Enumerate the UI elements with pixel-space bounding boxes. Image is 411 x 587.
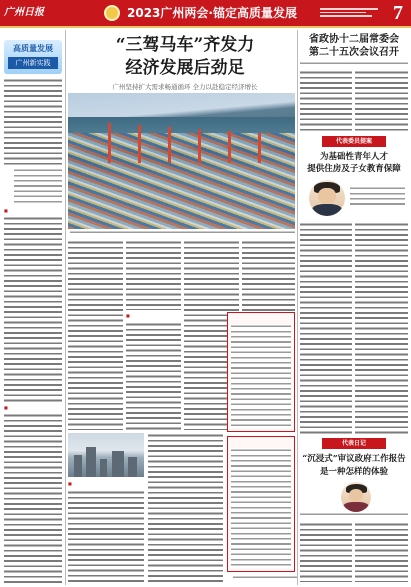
container-port-photo <box>68 93 295 229</box>
left-subhead <box>4 404 62 411</box>
crane-icon <box>108 123 111 163</box>
main-subhead <box>68 480 144 488</box>
main-headline: “三驾马车”齐发力 <box>115 35 255 55</box>
column-divider <box>297 30 298 585</box>
building-shape <box>112 451 124 477</box>
quote-box-title <box>229 439 293 445</box>
left-subhead <box>4 207 62 214</box>
right-subheadline <box>300 61 408 68</box>
main-headline-line2: 经济发展后劲足 <box>125 58 245 78</box>
left-body-text <box>4 78 62 168</box>
main-body-text <box>148 433 223 582</box>
city-skyline-photo <box>68 433 144 477</box>
section-bar-diary: 代表日记 <box>322 438 386 449</box>
left-body-text <box>4 216 62 402</box>
quote-box-text <box>231 324 291 428</box>
right-body-text <box>300 522 352 582</box>
masthead-logo: 广州日报 <box>4 7 44 18</box>
right-body-text <box>355 522 408 582</box>
right-headline: 省政协十二届常委会 <box>309 34 399 45</box>
section-title: 2023广州两会·锚定高质量发展 <box>127 6 297 20</box>
right-headline: “沉浸式”审议政府工作报告 <box>302 454 406 464</box>
header-underline <box>0 26 411 28</box>
main-body-text <box>126 240 181 310</box>
right-body-text <box>355 222 408 434</box>
crane-icon <box>228 131 231 163</box>
crane-icon <box>198 129 201 163</box>
right-body-text <box>300 70 352 132</box>
column-divider <box>65 30 66 585</box>
main-subhead <box>126 312 181 320</box>
main-body-text <box>126 322 181 430</box>
column-tag-title: 高质量发展 <box>13 44 53 53</box>
left-body-text <box>4 413 62 583</box>
right-headline: 为基础性青年人才 <box>319 152 388 162</box>
emblem-icon <box>104 5 120 21</box>
crane-icon <box>138 125 141 163</box>
building-shape <box>128 457 137 477</box>
right-body-text <box>355 70 408 132</box>
crane-icon <box>258 133 261 163</box>
building-shape <box>86 447 96 477</box>
delegate-name <box>300 512 408 519</box>
section-bar-proposals: 代表委员提案 <box>322 136 386 147</box>
photo-credit <box>233 575 297 581</box>
delegate-portrait <box>341 482 371 512</box>
delegate-portrait <box>309 180 345 216</box>
main-body-text <box>68 490 144 582</box>
crane-icon <box>168 127 171 163</box>
left-body-text <box>14 168 62 204</box>
right-headline-line2: 是一种怎样的体验 <box>319 467 388 477</box>
right-headline-line2: 提供住房及子女教育保障 <box>307 164 401 174</box>
building-shape <box>74 455 82 477</box>
column-tag-subtitle: 广州新实践 <box>8 57 58 69</box>
delegate-name <box>350 186 405 208</box>
quote-box-text <box>231 448 291 568</box>
main-subheadline: 广州坚持扩大需求畅通循环 全力以赴稳定经济增长 <box>112 83 258 91</box>
photo-caption <box>70 230 295 236</box>
right-headline-line2: 第二十五次会议召开 <box>309 47 399 58</box>
page-number: 7 <box>393 2 403 24</box>
building-shape <box>100 459 107 477</box>
header-info <box>320 6 382 20</box>
main-body-text <box>68 240 123 430</box>
right-body-text <box>300 222 352 434</box>
quote-box-title <box>229 315 293 321</box>
